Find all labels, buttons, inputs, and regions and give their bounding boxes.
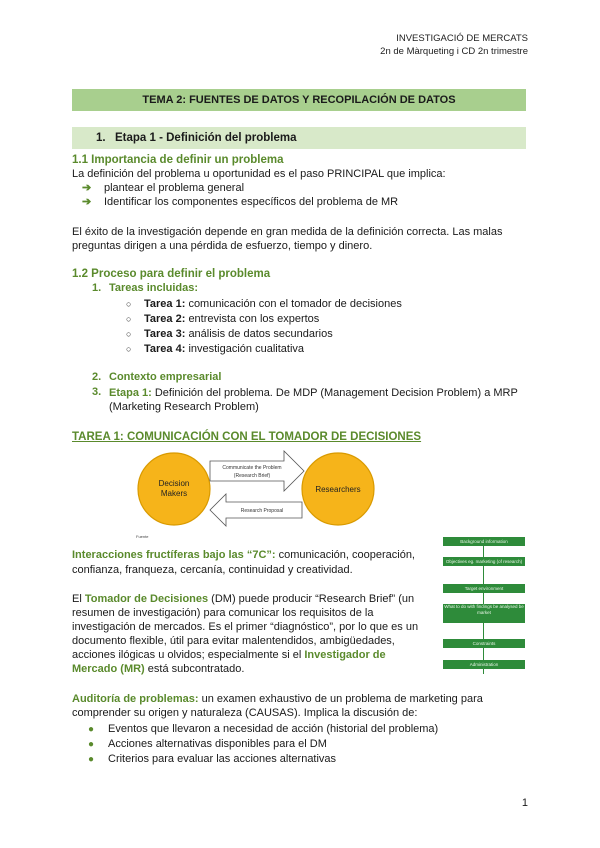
list-item-text: Definición del problema. De MDP (Management Decision Problem) a MRP bbox=[154, 387, 518, 399]
tarea-text: comunicación con el tomador de decisiones bbox=[188, 298, 402, 310]
subsection-heading-1-1: 1.1 Importancia de definir un problema bbox=[72, 154, 284, 166]
communicate-arrow-icon bbox=[210, 451, 304, 491]
list-item bbox=[126, 297, 402, 312]
flowchart-box: Target environment bbox=[443, 584, 525, 593]
header-term: 2n de Màrqueting i CD 2n trimestre bbox=[380, 46, 528, 57]
list-label: Tareas incluidas: bbox=[109, 282, 199, 294]
list-item-text: Criterios para evaluar las acciones alternativas bbox=[108, 753, 337, 765]
bullet-icon: ● bbox=[88, 754, 95, 765]
paragraph: La definición del problema u oportunidad es el paso PRINCIPAL que implica: bbox=[72, 168, 446, 180]
interacciones-label: Interacciones fructíferas bajo las “7C”: bbox=[72, 549, 276, 561]
arrow-icon: ➔ bbox=[82, 196, 92, 208]
paragraph: El éxito de la investigación depende en gran medida de la definición correcta. Las malas bbox=[72, 226, 503, 238]
decision-makers-label: Decision bbox=[158, 479, 190, 488]
paragraph: preguntas dirigen a una pérdida de esfuerzo, tiempo y dinero. bbox=[72, 240, 373, 252]
list-number: 3. bbox=[92, 386, 102, 398]
paragraph: resumen de investigación) para comunicar los requisitos de la bbox=[72, 607, 374, 619]
flowchart-box: Constraints bbox=[443, 639, 525, 648]
tarea1-heading: TAREA 1: COMUNICACIÓN CON EL TOMADOR DE DECISIONES bbox=[72, 431, 422, 443]
page-number: 1 bbox=[521, 797, 528, 809]
list-item-continuation: (Marketing Research Problem) bbox=[109, 401, 259, 413]
paragraph-text: acciones ilógicas u olvidos; especialmente si el bbox=[72, 649, 305, 661]
paragraph bbox=[72, 692, 483, 707]
circle-bullet-icon: ○ bbox=[126, 344, 132, 354]
paragraph bbox=[72, 592, 414, 607]
flowchart-box: Background information bbox=[443, 537, 525, 546]
paragraph bbox=[72, 662, 244, 677]
list-item bbox=[82, 181, 244, 196]
paragraph bbox=[72, 548, 415, 563]
list-item-text: plantear el problema general bbox=[104, 182, 245, 194]
list-item-text: Eventos que llevaron a necesidad de acción (historial del problema) bbox=[108, 723, 439, 735]
list-number: 2. bbox=[92, 371, 102, 383]
section-number: 1. bbox=[96, 132, 106, 144]
bullet-icon: ● bbox=[88, 724, 95, 735]
bullet-icon: ● bbox=[88, 739, 95, 750]
tarea-label: Tarea 4: bbox=[144, 343, 186, 355]
paragraph-text: un examen exhaustivo de un problema de marketing para bbox=[198, 693, 483, 705]
paragraph-text: (DM) puede producir “Research Brief” (un bbox=[208, 593, 415, 605]
list-item-text: Identificar los componentes específicos del problema de MR bbox=[104, 196, 399, 208]
flowchart-box: Objectives eg. marketing (of research) bbox=[443, 557, 525, 566]
list-item bbox=[126, 342, 304, 357]
tarea-label: Tarea 1: bbox=[144, 298, 186, 310]
arrow-top-label: (Research Brief) bbox=[233, 473, 271, 479]
list-item-text: Acciones alternativas disponibles para el DM bbox=[108, 738, 327, 750]
investigador-label: Mercado (MR) bbox=[72, 663, 145, 675]
section-heading bbox=[72, 127, 526, 149]
list-item bbox=[88, 752, 336, 768]
flowchart-box: What to do with findings be analysed be market bbox=[443, 604, 525, 623]
arrow-top-label: Communicate the Problem bbox=[222, 465, 282, 471]
list-item bbox=[126, 327, 333, 342]
tarea-label: Tarea 3: bbox=[144, 328, 186, 340]
investigador-label: Investigador de bbox=[304, 649, 386, 661]
researchers-label: Researchers bbox=[315, 485, 361, 494]
list-item bbox=[82, 195, 398, 210]
list-item bbox=[88, 722, 438, 738]
paragraph-text: comunicación, cooperación, bbox=[275, 549, 415, 561]
list-item bbox=[109, 386, 518, 401]
list-number: 1. bbox=[92, 282, 102, 294]
flowchart-box: Administration bbox=[443, 660, 525, 669]
paragraph: investigación de mercados. Es el primer “diagnóstico”, por lo que es un bbox=[72, 621, 419, 633]
paragraph-text: está subcontratado. bbox=[144, 663, 245, 675]
tarea-text: entrevista con los expertos bbox=[188, 313, 320, 325]
arrow-icon: ➔ bbox=[82, 182, 92, 194]
paragraph bbox=[72, 648, 386, 663]
paragraph: confianza, franqueza, cercanía, continuidad y creatividad. bbox=[72, 564, 353, 576]
list-item bbox=[126, 312, 319, 327]
circle-bullet-icon: ○ bbox=[126, 314, 132, 324]
etapa-label: Etapa 1: bbox=[109, 387, 152, 399]
auditoria-label: Auditoría de problemas: bbox=[72, 693, 199, 705]
paragraph: documento flexible, útil para evitar malentendidos, ambigüedades, bbox=[72, 635, 395, 647]
paragraph: comprender su origen y naturaleza (CAUSAS). Implica la discusión de: bbox=[72, 707, 418, 719]
diagram-caption: Fuente bbox=[136, 534, 149, 539]
circle-bullet-icon: ○ bbox=[126, 299, 132, 309]
subsection-heading-1-2: 1.2 Proceso para definir el problema bbox=[72, 268, 271, 280]
list-label: Contexto empresarial bbox=[109, 371, 222, 383]
arrow-bottom-label: Research Proposal bbox=[240, 508, 284, 514]
section-label: Etapa 1 - Definición del problema bbox=[115, 132, 297, 144]
communication-diagram bbox=[134, 450, 380, 542]
list-item bbox=[88, 737, 327, 753]
tarea-text: investigación cualitativa bbox=[188, 343, 305, 355]
tarea-label: Tarea 2: bbox=[144, 313, 186, 325]
circle-bullet-icon: ○ bbox=[126, 329, 132, 339]
header-course: INVESTIGACIÓ DE MERCATS bbox=[396, 33, 528, 44]
decision-makers-label: Makers bbox=[160, 489, 188, 498]
tarea-text: análisis de datos secundarios bbox=[188, 328, 333, 340]
tomador-label: Tomador de Decisiones bbox=[84, 593, 209, 605]
page-title: TEMA 2: FUENTES DE DATOS Y RECOPILACIÓN DE DATOS bbox=[72, 89, 526, 111]
paragraph-text: El bbox=[72, 593, 85, 605]
